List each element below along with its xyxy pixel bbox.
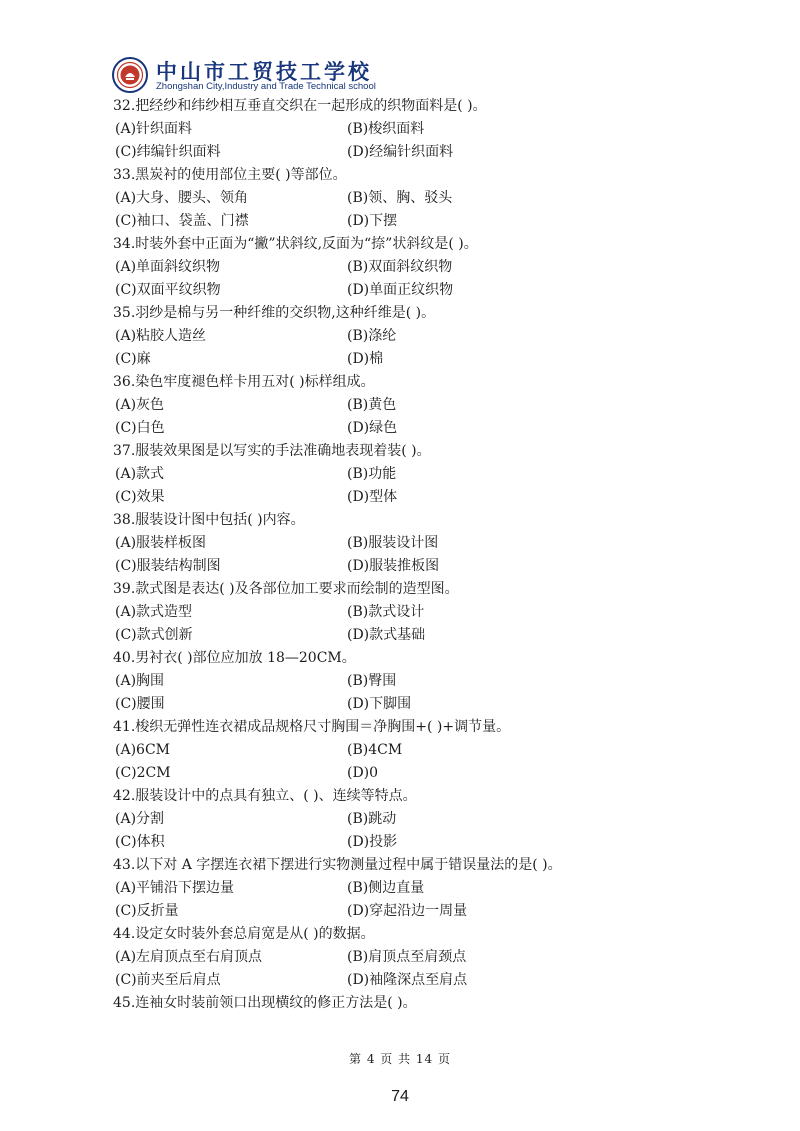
answer-option: (B)功能 (347, 466, 397, 482)
answer-option: (B)侧边直量 (347, 880, 425, 896)
question-text: 36.染色牢度褪色样卡用五对( )标样组成。 (113, 374, 375, 390)
answer-option: (C)效果 (115, 489, 165, 505)
answer-option: (C)腰围 (115, 696, 165, 712)
question-text: 40.男衬衣( )部位应加放 18—20CM。 (113, 650, 356, 666)
question-text: 41.梭织无弹性连衣裙成品规格尺寸胸围＝净胸围+( )+调节量。 (113, 719, 511, 735)
question-text: 44.设定女时装外套总肩宽是从( )的数据。 (113, 926, 375, 942)
answer-option: (B)肩顶点至肩颈点 (347, 949, 467, 965)
answer-option: (C)纬编针织面料 (115, 144, 221, 160)
answer-option: (B)臀围 (347, 673, 397, 689)
answer-option: (D)单面正纹织物 (347, 282, 454, 298)
answer-option: (D)款式基础 (347, 627, 426, 643)
answer-option: (A)分割 (115, 811, 165, 827)
answer-option: (A)单面斜纹织物 (115, 259, 221, 275)
answer-option: (C)袖口、袋盖、门襟 (115, 213, 249, 229)
answer-option: (A)平铺沿下摆边量 (115, 880, 235, 896)
answer-option: (C)双面平纹织物 (115, 282, 221, 298)
page-number: 74 (391, 1088, 409, 1105)
answer-option: (D)绿色 (347, 420, 398, 436)
school-name-en: Zhongshan City,Industry and Trade Technical school (156, 81, 376, 92)
answer-option: (A)灰色 (115, 397, 165, 413)
answer-option: (B)4CM (347, 742, 403, 758)
answer-option: (D)投影 (347, 834, 398, 850)
answer-option: (D)下脚围 (347, 696, 412, 712)
answer-option: (D)经编针织面料 (347, 144, 454, 160)
answer-option: (B)双面斜纹织物 (347, 259, 453, 275)
question-text: 33.黑炭衬的使用部位主要( )等部位。 (113, 167, 347, 183)
answer-option: (C)前夹至后肩点 (115, 972, 221, 988)
answer-option: (B)跳动 (347, 811, 397, 827)
question-text: 37.服装效果图是以写实的手法准确地表现着装( )。 (113, 443, 431, 459)
answer-option: (D)棉 (347, 351, 384, 367)
answer-option: (B)涤纶 (347, 328, 397, 344)
answer-option: (B)服装设计图 (347, 535, 439, 551)
answer-option: (D)下摆 (347, 213, 398, 229)
question-text: 32.把经纱和纬纱相互垂直交织在一起形成的织物面料是( )。 (113, 98, 487, 114)
answer-option: (A)6CM (115, 742, 170, 758)
answer-option: (D)型体 (347, 489, 398, 505)
answer-option: (A)粘胶人造丝 (115, 328, 207, 344)
school-seal-icon (112, 57, 148, 93)
answer-option: (C)款式创新 (115, 627, 193, 643)
page-indicator: 第 4 页 共 14 页 (349, 1052, 451, 1066)
answer-option: (D)袖隆深点至肩点 (347, 972, 468, 988)
question-text: 35.羽纱是棉与另一种纤维的交织物,这种纤维是( )。 (113, 305, 436, 321)
answer-option: (D)服装推板图 (347, 558, 440, 574)
answer-option: (A)大身、腰头、领角 (115, 190, 249, 206)
school-name-cn: 中山市工贸技工学校 (156, 60, 372, 84)
answer-option: (C)2CM (115, 765, 171, 781)
question-text: 34.时装外套中正面为“撇”状斜纹,反面为“捺”状斜纹是( )。 (113, 236, 478, 252)
answer-option: (B)黄色 (347, 397, 397, 413)
answer-option: (D)穿起沿边一周量 (347, 903, 468, 919)
answer-option: (A)款式造型 (115, 604, 193, 620)
question-text: 43.以下对 A 字摆连衣裙下摆进行实物测量过程中属于错误量法的是( )。 (113, 857, 562, 873)
question-text: 38.服装设计图中包括( )内容。 (113, 512, 305, 528)
answer-option: (A)款式 (115, 466, 165, 482)
answer-option: (B)梭织面料 (347, 121, 425, 137)
question-text: 42.服装设计中的点具有独立、( )、连续等特点。 (113, 788, 417, 804)
answer-option: (B)领、胸、驳头 (347, 190, 453, 206)
answer-option: (C)服装结构制图 (115, 558, 221, 574)
answer-option: (C)麻 (115, 351, 151, 367)
answer-option: (A)服装样板图 (115, 535, 207, 551)
answer-option: (C)白色 (115, 420, 165, 436)
question-text: 39.款式图是表达( )及各部位加工要求而绘制的造型图。 (113, 581, 459, 597)
answer-option: (C)反折量 (115, 903, 179, 919)
answer-option: (D)0 (347, 765, 379, 781)
answer-option: (A)左肩顶点至右肩顶点 (115, 949, 263, 965)
answer-option: (B)款式设计 (347, 604, 425, 620)
answer-option: (A)针织面料 (115, 121, 193, 137)
answer-option: (C)体积 (115, 834, 165, 850)
answer-option: (A)胸围 (115, 673, 165, 689)
question-text: 45.连袖女时装前领口出现横纹的修正方法是( )。 (113, 995, 417, 1011)
